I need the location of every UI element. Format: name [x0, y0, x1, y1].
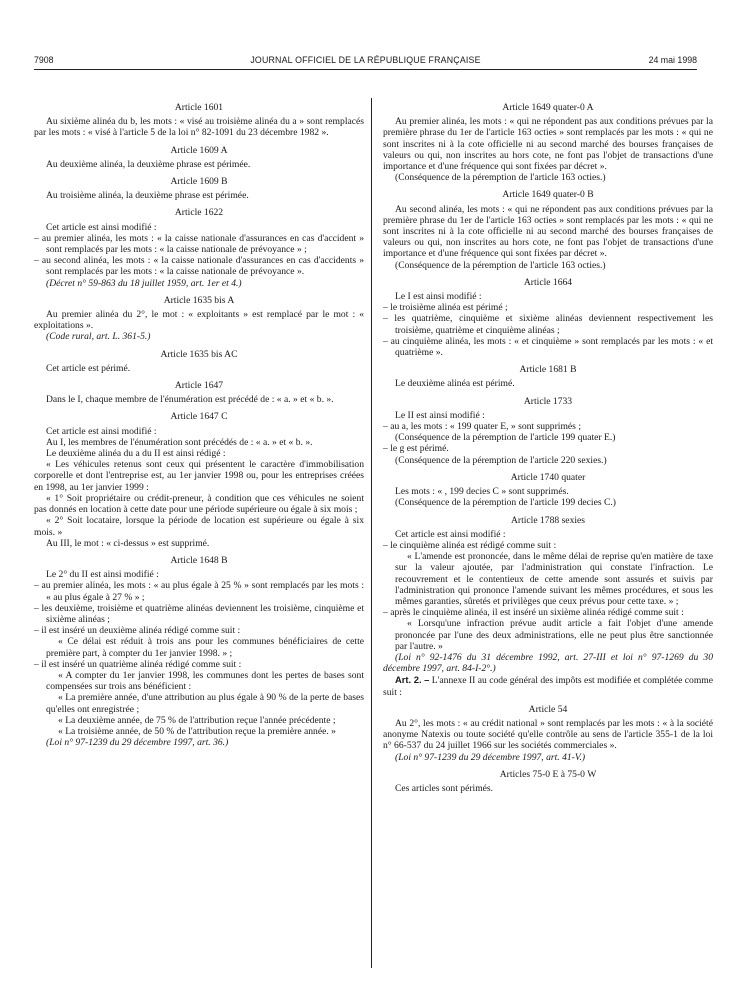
article-heading: Article 1740 quater: [510, 471, 586, 483]
paragraph: Au 2°, les mots : « au crédit national » sont remplacés par les mots : « à la société anonyme Natexis ou toute société qu'elle contrôle au sens de l'article 355-1 de la loi n° 66-537 du 24 juillet 1966 sur les sociétés commerciales ».: [383, 717, 713, 752]
list-item: – au cinquième alinéa, les mots : « et cinquième » sont remplacés par les mots : « et quatrième ».: [383, 335, 713, 359]
paragraph: Au premier alinéa du 2°, le mot : « exploitants » est remplacé par le mot : « exploitations ».: [34, 309, 364, 332]
paragraph: Au troisième alinéa, la deuxième phrase est périmée.: [46, 190, 249, 202]
paragraph: Le deuxième alinéa est périmé.: [395, 378, 515, 390]
paragraph: « Les véhicules retenus sont ceux qui présentent le caractère d'immobilisation corporelle et dont l'entreprise est, au 1er janvier 1998 ou, pour les entreprises créées en 1998, au 1er janvier 1999 :: [34, 459, 364, 493]
article-heading: Article 1788 sexies: [510, 514, 586, 526]
article-heading: Article 1681 B: [519, 364, 577, 376]
article-heading: Article 1733: [523, 395, 573, 407]
list-item: – les deuxième, troisième et quatrième alinéas deviennent les troisième, cinquième et sixième alinéas ;: [34, 602, 364, 625]
list-item: – il est inséré un deuxième alinéa rédigé comme suit :: [34, 625, 241, 637]
column-divider: [371, 98, 372, 968]
article-heading: Articles 75-0 E à 75-0 W: [499, 768, 597, 780]
source-citation: (Loi n° 97-1239 du 29 décembre 1997, art. 36.): [46, 737, 229, 749]
paragraph: Au premier alinéa, les mots : « qui ne répondent pas aux conditions prévues par la première phrase du 1er de l'article 163 octies » sont remplacés par les mots : « qui ne sont inscrites ni à la cote officielle ni au second marché des bourses françaises de valeurs ou qui, non inscrites au hors cote, ne font pas l'objet de transactions d'une importance et d'une fréquence qui sont fixées par décret ».: [383, 116, 713, 173]
paragraph: (Conséquence de la péremption de l'article 199 decies C.): [395, 497, 616, 509]
list-item: « La deuxième année, de 75 % de l'attribution reçue l'année précédente ;: [58, 714, 336, 726]
article-2-paragraph: Art. 2. – L'annexe II au code général des impôts est modifiée et complétée comme suit :: [383, 674, 713, 698]
paragraph: Dans le I, chaque membre de l'énumération est précédé de : « a. » et « b. ».: [46, 394, 334, 406]
list-item: – au premier alinéa, les mots : « au plus égale à 25 % » sont remplacés par les mots : « au plus égale à 27 % » ;: [34, 580, 364, 603]
article-heading: Article 54: [528, 703, 568, 715]
paragraph: Au deuxième alinéa, la deuxième phrase est périmée.: [46, 158, 251, 170]
source-citation: (Loi n° 92-1476 du 31 décembre 1992, art. 27-III et loi n° 97-1269 du 30 décembre 1997, art. 84-I-2°.): [383, 651, 713, 675]
source-citation: (Code rural, art. L. 361-5.): [46, 331, 151, 343]
list-item: – au second alinéa, les mots : « la caisse nationale d'assurances en cas d'accidents » sont remplacés par les mots : « la caisse nationale de prévoyance ».: [34, 255, 364, 278]
page-number: 7908: [34, 55, 54, 65]
article-number: Art. 2. –: [395, 674, 430, 686]
paragraph: « 2° Soit locataire, lorsque la période de location est supérieure ou égale à six mois. »: [34, 515, 364, 538]
paragraph: Cet article est ainsi modifié :: [46, 425, 157, 437]
list-item: « L'amende est prononcée, dans le même délai de reprise qu'en matière de taxe sur la valeur ajoutée, par l'administration qui constate l'infraction. Le recouvrement et le contentieux de cette amende sont assurés et suivis par l'administration qui prononce l'amende suivant les mêmes procédures, et sous les mêmes garanties, sûretés et privilèges que ceux prévus pour cette taxe. » ;: [395, 551, 713, 607]
source-citation: (Loi n° 97-1239 du 29 décembre 1997, art. 41-V.): [395, 751, 586, 763]
journal-title: JOURNAL OFFICIEL DE LA RÉPUBLIQUE FRANÇAISE: [250, 55, 481, 65]
article-heading: Article 1609 B: [170, 176, 228, 188]
list-item: – le g est périmé.: [383, 443, 449, 455]
paragraph: Ces articles sont périmés.: [395, 782, 494, 794]
paragraph: Cet article est périmé.: [46, 362, 131, 374]
paragraph: Cet article est ainsi modifié :: [395, 528, 506, 540]
list-item: – au premier alinéa, les mots : « la caisse nationale d'assurances en cas d'accident » sont remplacés par les mots : « la caisse nationale de prévoyance » ;: [34, 232, 364, 256]
publication-date: 24 mai 1998: [648, 55, 697, 65]
header-rule: [34, 69, 697, 70]
paragraph: Au second alinéa, les mots : « qui ne répondent pas aux conditions prévues par la première phrase du 1er de l'article 163 octies » sont remplacés par les mots : « qui ne sont inscrites ni à la cote officielle ni au second marché des bourses françaises de valeurs ou qui, non inscrites au hors cote, ne font pas l'objet de transactions d'une importance et d'une fréquence qui sont fixées par décret ».: [383, 203, 713, 260]
list-item: « La première année, d'une attribution au plus égale à 90 % de la perte de bases qu'elles ont enregistrée ;: [46, 692, 364, 715]
paragraph: Le 2° du II est ainsi modifié :: [46, 569, 159, 581]
paragraph: Le I est ainsi modifié :: [395, 291, 482, 303]
paragraph: (Conséquence de la péremption de l'article 163 octies.): [395, 259, 606, 271]
article-heading: Article 1622: [174, 207, 224, 219]
article-heading: Article 1609 A: [170, 144, 228, 156]
article-heading: Article 1635 bis A: [163, 294, 235, 306]
paragraph: (Conséquence de la péremption de l'article 220 sexies.): [395, 454, 607, 466]
list-item: « A compter du 1er janvier 1998, les communes dont les pertes de bases sont compensées sur trois ans bénéficient :: [46, 669, 364, 693]
list-item: – le cinquième alinéa est rédigé comme suit :: [383, 539, 557, 551]
article-heading: Article 1664: [523, 276, 573, 288]
source-citation: (Décret n° 59-863 du 18 juillet 1959, art. 1er et 4.): [46, 277, 242, 289]
article-heading: Article 1648 B: [170, 554, 228, 566]
list-item: – le troisième alinéa est périmé ;: [383, 302, 508, 314]
article-heading: Article 1647: [174, 380, 224, 392]
left-column: [34, 100, 364, 748]
paragraph: Le II est ainsi modifié :: [395, 409, 485, 421]
right-column: [383, 100, 713, 794]
list-item: – il est inséré un quatrième alinéa rédigé comme suit :: [34, 658, 242, 670]
article-heading: Article 1601: [174, 102, 224, 113]
list-item: – les quatrième, cinquième et sixième alinéas deviennent respectivement les troisième, quatrième et cinquième alinéas ;: [383, 313, 713, 336]
paragraph: Au III, le mot : « ci-dessus » est supprimé.: [46, 537, 210, 549]
paragraph: Les mots : « , 199 decies C » sont supprimés.: [395, 486, 569, 498]
list-item: « La troisième année, de 50 % de l'attribution reçue la première année. »: [58, 725, 336, 737]
paragraph: « 1° Soit propriétaire ou crédit-preneur, à condition que ces véhicules ne soient pas donnés en location à cette date pour une période supérieure ou égale à six mois ;: [34, 492, 364, 516]
paragraph: Au I, les membres de l'énumération sont précédés de : « a. » et « b. ».: [46, 436, 313, 448]
article-heading: Article 1649 quater-0 B: [502, 189, 594, 201]
paragraph: Cet article est ainsi modifié :: [46, 221, 157, 233]
article-heading: Article 1649 quater-0 A: [502, 102, 594, 113]
paragraph: Au sixième alinéa du b, les mots : « visé au troisième alinéa du a » sont remplacés par les mots : « visé à l'article 5 de la loi n° 82-1091 du 23 décembre 1982 ».: [34, 116, 364, 139]
page-header: [34, 55, 697, 67]
list-item: – après le cinquième alinéa, il est inséré un sixième alinéa rédigé comme suit :: [383, 607, 684, 619]
article-heading: Article 1635 bis AC: [160, 348, 238, 360]
paragraph: Le deuxième alinéa du a du II est ainsi rédigé :: [46, 448, 226, 460]
list-item: – au a, les mots : « 199 quater E, » sont supprimés ;: [383, 421, 581, 433]
article-heading: Article 1647 C: [170, 411, 228, 423]
paragraph: (Conséquence de la péremption de l'article 199 quater E.): [395, 432, 616, 444]
list-item: « Lorsqu'une infraction prévue audit article a fait l'objet d'une amende prononcée par l'une des deux administrations, elle ne peut plus être sanctionnée par l'autre. »: [395, 618, 713, 652]
list-item: « Ce délai est réduit à trois ans pour les communes bénéficiaires de cette première part, à compter du 1er janvier 1998. » ;: [46, 636, 364, 659]
paragraph: (Conséquence de la péremption de l'article 163 octies.): [395, 172, 606, 184]
